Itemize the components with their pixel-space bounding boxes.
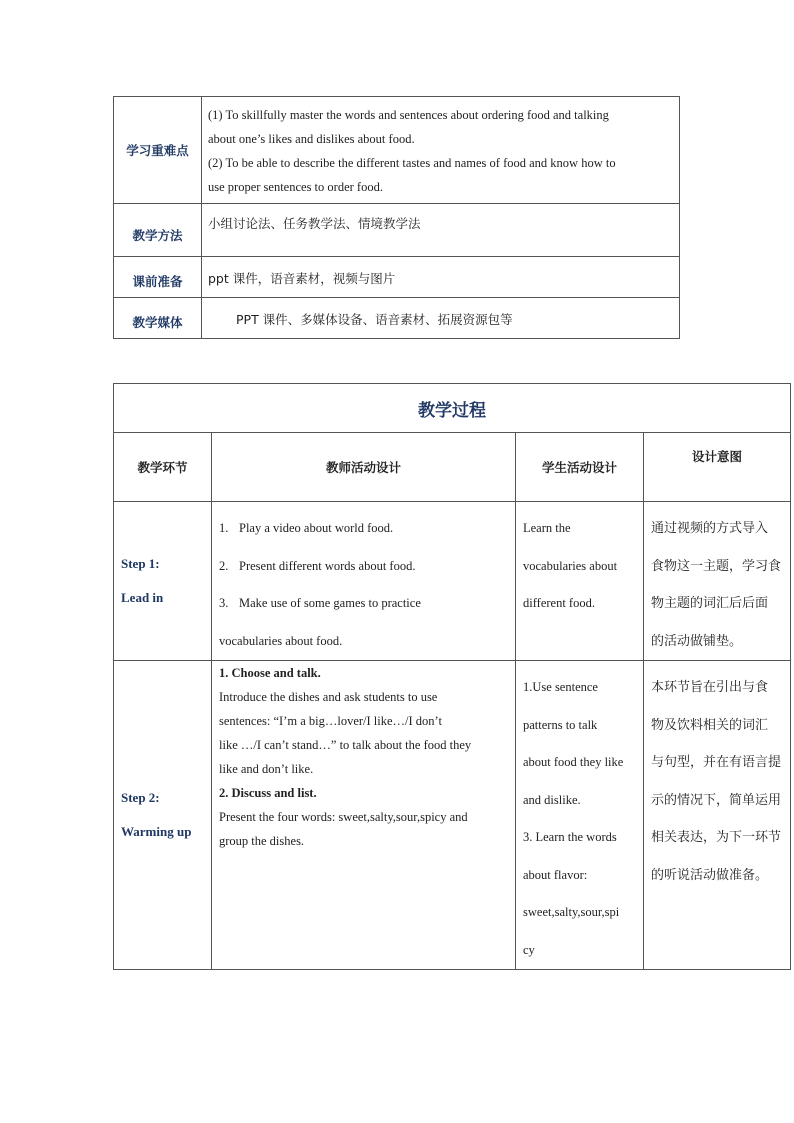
step1-label (114, 502, 212, 661)
text-line: (1) To skillfully master the words and sentences about ordering food and talking (208, 108, 609, 122)
text-line: like and don’t like. (219, 762, 314, 776)
text-line: 的听说活动做准备。 (651, 867, 769, 883)
text-line: 与句型，并在有语言提 (651, 755, 782, 770)
header-teacher: 教师活动设计 (212, 433, 516, 502)
row-media (114, 298, 680, 339)
row-key-difficulties (114, 97, 680, 204)
step1-teacher (212, 502, 516, 661)
text-line: like …/I can’t stand…” to talk about the food they (219, 738, 472, 752)
header-student: 学生活动设计 (516, 433, 644, 502)
text-line: sentences: “I’m a big…lover/I like…/I don’t (219, 714, 442, 728)
text-line: group the dishes. (219, 834, 305, 848)
list-item: 1. Play a video about world food. (219, 521, 394, 535)
text-line: about food they like (523, 755, 624, 769)
step1-subtitle: Lead in (121, 590, 164, 605)
step2-teacher (212, 661, 516, 970)
step2-title: Step 2: (121, 790, 160, 805)
text-line: about one’s likes and dislikes about food. (208, 132, 415, 146)
text-line: patterns to talk (523, 717, 598, 732)
text-line: 示的情况下，简单运用 (651, 792, 782, 808)
label-teaching-methods: 教学方法 (114, 204, 202, 257)
process-table (113, 383, 791, 970)
step2-intent (644, 661, 791, 970)
step1-student (516, 502, 644, 661)
info-table (113, 96, 680, 339)
text-line: 1.Use sentence (523, 680, 598, 694)
label-key-difficulties: 学习重难点 (114, 97, 202, 204)
process-title-row (114, 384, 791, 433)
step2-label (114, 661, 212, 970)
list-item: 3. Make use of some games to practice (219, 596, 421, 610)
text-line: 本环节旨在引出与食 (651, 680, 769, 695)
process-title: 教学过程 (114, 384, 791, 433)
text-line: (2) To be able to describe the different tastes and names of food and know how to (208, 156, 616, 170)
media-content: PPT 课件、多媒体设备、语音素材、拓展资源包等 (202, 298, 680, 339)
text-line: and dislike. (523, 792, 581, 807)
row-teaching-methods (114, 204, 680, 257)
header-intent: 设计意图 (644, 433, 791, 502)
step2-student (516, 661, 644, 970)
text-line: different food. (523, 596, 595, 610)
text-line: Introduce the dishes and ask students to use (219, 690, 438, 704)
text-line: cy (523, 942, 535, 957)
discuss-list-heading: 2. Discuss and list. (219, 786, 317, 800)
step1-row (114, 502, 791, 661)
step2-subtitle: Warming up (121, 824, 192, 839)
preparation-content: ppt 课件，语音素材，视频与图片 (202, 257, 680, 298)
text-line: 物及饮料相关的词汇 (651, 717, 769, 733)
label-preparation: 课前准备 (114, 257, 202, 298)
key-difficulties-content (202, 97, 680, 204)
label-media: 教学媒体 (114, 298, 202, 339)
text-line: sweet,salty,sour,spi (523, 905, 620, 919)
text-line: Present the four words: sweet,salty,sour,spicy and (219, 810, 468, 824)
header-row (114, 433, 791, 502)
text-line: about flavor: (523, 867, 588, 882)
text-line: vocabularies about (523, 558, 618, 573)
text-line: 3. Learn the words (523, 830, 617, 844)
row-preparation (114, 257, 680, 298)
text-line: 的活动做铺垫。 (651, 633, 743, 649)
text-line: Learn the (523, 521, 571, 535)
teaching-methods-content: 小组讨论法、任务教学法、情境教学法 (202, 204, 680, 257)
list-item: vocabularies about food. (219, 633, 343, 648)
step1-intent (644, 502, 791, 661)
text-line: 通过视频的方式导入 (651, 521, 769, 536)
header-phase: 教学环节 (114, 433, 212, 502)
choose-talk-heading: 1. Choose and talk. (219, 666, 321, 680)
step2-row (114, 661, 791, 970)
list-item: 2. Present different words about food. (219, 558, 416, 573)
text-line: 相关表达，为下一环节 (651, 830, 782, 845)
step1-title: Step 1: (121, 556, 160, 571)
text-line: 食物这一主题，学习食 (651, 558, 782, 574)
text-line: use proper sentences to order food. (208, 180, 383, 194)
text-line: 物主题的词汇后后面 (651, 596, 769, 611)
